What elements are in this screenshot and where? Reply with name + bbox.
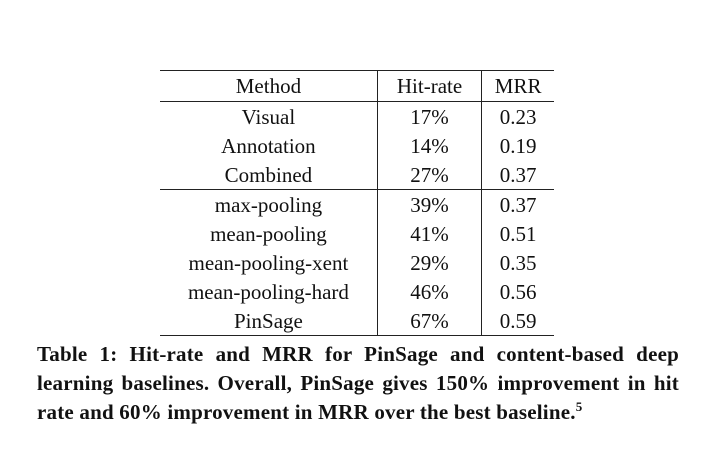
table-row [160, 102, 554, 132]
table-caption [37, 340, 679, 427]
results-table [160, 70, 554, 336]
table-row [160, 160, 554, 190]
header-hit-rate: Hit-rate [377, 71, 481, 102]
table-row [160, 190, 554, 220]
table-row [160, 248, 554, 277]
cell-method: Combined [224, 162, 313, 187]
cell-hit-rate: 17% [377, 102, 481, 132]
header-method: Method [235, 74, 302, 98]
cell-hit-rate: 29% [377, 248, 481, 277]
cell-method: PinSage [160, 306, 377, 336]
table-row [160, 219, 554, 248]
table-header-row [160, 71, 554, 102]
cell-hit-rate: 14% [377, 131, 481, 160]
cell-method: Visual [241, 104, 296, 129]
caption-text: Table 1: Hit-rate and MRR for PinSage and content-based deep learning baselines. Overall, PinSage gives 150% improvement in hit rate and 60% improvement in MRR over the best baseline. [37, 342, 679, 424]
cell-method: max-pooling [160, 190, 377, 220]
cell-method: Annotation [221, 133, 316, 158]
cell-hit-rate-best: 67% [377, 306, 481, 336]
cell-mrr: 0.56 [482, 277, 554, 306]
table-row [160, 131, 554, 160]
cell-mrr: 0.23 [482, 102, 554, 132]
cell-mrr: 0.37 [482, 160, 554, 190]
cell-method: mean-pooling-hard [187, 279, 349, 304]
table-row-best [160, 306, 554, 336]
cell-mrr: 0.51 [482, 219, 554, 248]
footnote-marker: 5 [575, 399, 583, 414]
cell-hit-rate: 41% [377, 219, 481, 248]
cell-hit-rate: 46% [377, 277, 481, 306]
cell-hit-rate: 39% [377, 190, 481, 220]
cell-mrr-best: 0.59 [482, 306, 554, 336]
cell-method: mean-pooling-xent [188, 250, 349, 275]
table-row [160, 277, 554, 306]
cell-mrr: 0.37 [482, 190, 554, 220]
results-table-container [160, 70, 554, 336]
cell-mrr: 0.35 [482, 248, 554, 277]
cell-method: mean-pooling [210, 221, 327, 246]
cell-hit-rate: 27% [377, 160, 481, 190]
header-mrr: MRR [482, 71, 554, 102]
cell-mrr: 0.19 [482, 131, 554, 160]
